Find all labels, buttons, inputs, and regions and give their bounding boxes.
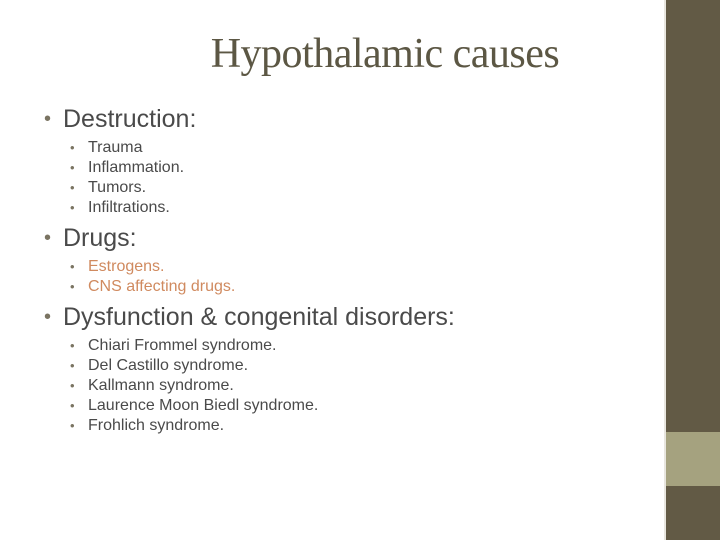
bullet-icon: • — [70, 180, 75, 195]
bullet-heading — [44, 302, 654, 332]
list-item — [70, 158, 654, 178]
bullet-icon: • — [70, 398, 75, 413]
list-item-text: Tumors. — [88, 179, 147, 196]
bullet-icon: • — [70, 200, 75, 215]
sub-list — [44, 138, 654, 218]
list-item-text: Inflammation. — [88, 159, 185, 176]
bullet-icon: • — [44, 108, 52, 130]
bullet-icon: • — [70, 418, 75, 433]
list-item-text: Del Castillo syndrome. — [88, 357, 249, 374]
sub-list — [44, 336, 654, 436]
list-item-text: Infiltrations. — [88, 199, 170, 216]
list-item — [70, 178, 654, 198]
list-item-text: Trauma — [88, 139, 143, 156]
list-item-text: Estrogens. — [88, 258, 165, 275]
bullet-heading — [44, 223, 654, 253]
bullet-heading — [44, 104, 654, 134]
list-item-text: Laurence Moon Biedl syndrome. — [88, 397, 319, 414]
bullet-icon: • — [70, 358, 75, 373]
list-item — [70, 376, 654, 396]
list-item-text: Frohlich syndrome. — [88, 417, 225, 434]
section-dysfunction — [44, 302, 654, 436]
bullet-icon: • — [70, 259, 75, 274]
section-drugs — [44, 223, 654, 297]
list-item — [70, 138, 654, 158]
bullet-icon: • — [44, 227, 52, 249]
section-heading: Dysfunction & congenital disorders: — [63, 303, 455, 331]
list-item — [70, 416, 654, 436]
section-heading: Drugs: — [63, 224, 137, 252]
list-item-text: CNS affecting drugs. — [88, 278, 236, 295]
bullet-icon: • — [70, 140, 75, 155]
bullet-icon: • — [70, 160, 75, 175]
list-item-text: Kallmann syndrome. — [88, 377, 234, 394]
bullet-icon: • — [70, 378, 75, 393]
slide-title: Hypothalamic causes — [210, 31, 560, 77]
list-item — [70, 396, 654, 416]
sub-list — [44, 257, 654, 297]
list-item — [70, 356, 654, 376]
list-item — [70, 257, 654, 277]
bullet-icon: • — [44, 306, 52, 328]
list-item-text: Chiari Frommel syndrome. — [88, 337, 277, 354]
section-heading: Destruction: — [63, 105, 197, 133]
list-item — [70, 198, 654, 218]
list-item — [70, 277, 654, 297]
decorative-sidebar-accent — [666, 432, 720, 486]
bullet-icon: • — [70, 338, 75, 353]
list-item — [70, 336, 654, 356]
section-destruction — [44, 104, 654, 218]
bullet-icon: • — [70, 279, 75, 294]
slide-content — [44, 104, 654, 441]
